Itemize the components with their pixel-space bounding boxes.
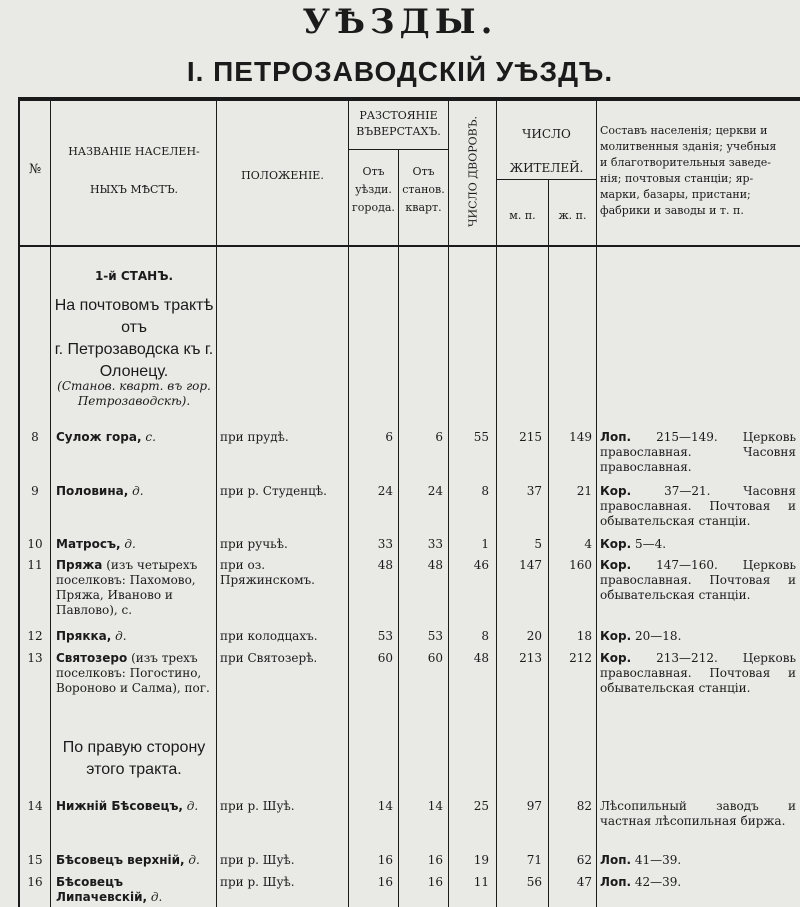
- row-name-kind: с.: [145, 430, 156, 444]
- row-notes-prefix: Кор.: [600, 537, 632, 551]
- header-notes-line: нія; почтовыя станціи; яр-: [600, 172, 754, 185]
- row-name: [56, 651, 214, 696]
- row-position: при ручьѣ.: [220, 537, 288, 551]
- page-title: УѢЗДЫ.: [302, 2, 498, 42]
- row-male: 215: [519, 430, 542, 444]
- row-households: 19: [473, 853, 489, 867]
- col-rule: [50, 97, 51, 907]
- header-notes-line: Составъ населенія; церкви и: [600, 124, 768, 137]
- row-notes-prefix: Лоп.: [600, 853, 632, 867]
- row-name-main: Матросъ,: [56, 537, 121, 551]
- route-heading-line: Олонецу.: [99, 363, 169, 380]
- header-distance-line1: РАЗСТОЯНІЕ: [359, 109, 438, 122]
- row-female: 62: [576, 853, 592, 867]
- row-notes-text: 147—160. Церковь православная. Почтовая и обывательская станціи.: [600, 558, 796, 602]
- row-female: 4: [584, 537, 592, 551]
- row-male: 147: [519, 558, 542, 572]
- row-notes-prefix: Кор.: [600, 651, 632, 665]
- row-male: 97: [526, 799, 542, 813]
- row-notes-text: 20—18.: [635, 629, 682, 643]
- route-heading-line: г. Петрозаводска къ г.: [54, 341, 214, 358]
- row-position: при р. Шуѣ.: [220, 799, 295, 813]
- row-name-main: Половина,: [56, 484, 129, 498]
- row-households: 1: [481, 537, 489, 551]
- row-name-kind: д.: [186, 799, 199, 813]
- header-from-stan-3: кварт.: [405, 201, 442, 214]
- row-female: 82: [576, 799, 592, 813]
- row-position: при прудѣ.: [220, 430, 289, 444]
- right-side-heading-line: По правую сторону: [62, 739, 206, 756]
- row-dist-stan: 14: [427, 799, 443, 813]
- row-male: 56: [526, 875, 542, 889]
- row-notes-prefix: Кор.: [600, 484, 632, 498]
- stan-note-line: Петрозаводскѣ).: [77, 394, 191, 408]
- row-position: при оз. Пряжинскомъ.: [220, 558, 315, 587]
- row-female: 212: [569, 651, 592, 665]
- row-notes: [600, 799, 796, 829]
- header-position: ПОЛОЖЕНІЕ.: [241, 169, 324, 182]
- row-position: при р. Шуѣ.: [220, 853, 295, 867]
- row-male: 20: [526, 629, 542, 643]
- row-notes: [600, 558, 796, 603]
- row-male: 37: [526, 484, 542, 498]
- row-female: 47: [576, 875, 592, 889]
- row-number: 10: [27, 537, 43, 551]
- row-name: [56, 558, 214, 618]
- right-side-heading-line: этого тракта.: [86, 761, 182, 778]
- row-notes-text: 37—21. Часовня православная. Почтовая и обывательская станціи.: [600, 484, 796, 528]
- col-rule: [18, 97, 20, 907]
- header-from-city-2: уѣзди.: [355, 183, 392, 196]
- row-number: 11: [27, 558, 43, 572]
- row-notes-text: 215—149. Церковь православная. Часовня православная.: [600, 430, 796, 474]
- row-name: [56, 537, 214, 552]
- header-from-city-1: Отъ: [362, 165, 385, 178]
- row-number: 13: [27, 651, 43, 665]
- row-households: 48: [473, 651, 489, 665]
- row-number: 8: [31, 430, 39, 444]
- header-notes-line: фабрики и заводы и т. п.: [600, 204, 744, 217]
- row-notes-text: 5—4.: [635, 537, 667, 551]
- route-heading-line: На почтовомъ трактѣ отъ: [54, 297, 214, 336]
- row-dist-city: 16: [377, 875, 393, 889]
- col-rule: [596, 97, 597, 907]
- row-name: [56, 799, 214, 814]
- row-households: 11: [473, 875, 489, 889]
- row-notes: [600, 853, 796, 868]
- header-inhabitants-1: ЧИСЛО: [522, 127, 571, 141]
- right-side-heading: [52, 737, 216, 781]
- row-dist-city: 14: [377, 799, 393, 813]
- header-from-stan-1: Отъ: [412, 165, 435, 178]
- row-number: 15: [27, 853, 43, 867]
- header-inhabitants-2: ЖИТЕЛЕЙ.: [509, 161, 584, 175]
- row-households: 8: [481, 484, 489, 498]
- row-male: 213: [519, 651, 542, 665]
- row-dist-city: 60: [377, 651, 393, 665]
- row-dist-city: 6: [385, 430, 393, 444]
- stan-note: [52, 379, 216, 409]
- col-rule: [398, 149, 399, 907]
- header-bottom-rule: [18, 245, 800, 247]
- row-notes-prefix: Кор.: [600, 629, 632, 643]
- row-name-main: Бѣсовецъ Липачевскій,: [56, 875, 148, 904]
- row-female: 160: [569, 558, 592, 572]
- row-number: 14: [27, 799, 43, 813]
- table-top-rule: [18, 97, 800, 101]
- row-name: [56, 853, 214, 868]
- header-from-stan-2: станов.: [402, 183, 445, 196]
- row-dist-city: 48: [377, 558, 393, 572]
- row-households: 25: [473, 799, 489, 813]
- inhabitants-subrule: [496, 179, 596, 180]
- row-dist-stan: 53: [427, 629, 443, 643]
- row-households: 55: [473, 430, 489, 444]
- row-name: [56, 875, 214, 905]
- row-name-kind: д.: [132, 484, 144, 498]
- route-heading: [52, 295, 216, 383]
- row-notes: [600, 875, 796, 890]
- row-households: 8: [481, 629, 489, 643]
- row-notes-text: 41—39.: [634, 853, 682, 867]
- row-dist-city: 24: [377, 484, 393, 498]
- header-notes: [600, 123, 798, 219]
- row-name-main: Святозеро: [56, 651, 128, 665]
- row-name-main: Пряжа: [56, 558, 103, 572]
- row-name-main: Прякка,: [56, 629, 112, 643]
- row-female: 21: [576, 484, 592, 498]
- row-dist-stan: 16: [427, 853, 443, 867]
- row-name-kind: д.: [150, 890, 163, 904]
- row-name-kind: д.: [124, 537, 136, 551]
- row-number: 12: [27, 629, 43, 643]
- row-notes-text: Лѣсопильный заводъ и частная лѣсопильная биржа.: [600, 799, 796, 828]
- row-dist-stan: 24: [427, 484, 443, 498]
- row-number: 16: [27, 875, 43, 889]
- row-name-kind: (изъ четырехъ поселковъ: Пахомово, Пряжа, Иваново и Павлово), с.: [56, 558, 198, 617]
- header-distance-line2: ВЪВЕРСТАХЪ.: [356, 125, 441, 138]
- header-female: ж. п.: [558, 209, 587, 222]
- row-name-main: Бѣсовецъ верхній,: [56, 853, 185, 867]
- header-name-line2: НЫХЪ МѢСТЪ.: [89, 183, 179, 196]
- header-male: м. п.: [509, 209, 536, 222]
- row-name-main: Сулож гора,: [56, 430, 142, 444]
- row-households: 46: [473, 558, 489, 572]
- stan-note-line: (Станов. кварт. въ гор.: [57, 379, 211, 393]
- row-female: 18: [576, 629, 592, 643]
- header-from-city-3: города.: [352, 201, 395, 214]
- row-notes: [600, 537, 796, 552]
- row-name: [56, 430, 214, 445]
- row-dist-city: 16: [377, 853, 393, 867]
- stan-heading: 1-й СТАНЪ.: [94, 269, 174, 283]
- row-dist-stan: 6: [435, 430, 443, 444]
- row-male: 71: [526, 853, 542, 867]
- row-notes-prefix: Лоп.: [600, 875, 632, 889]
- row-dist-stan: 60: [427, 651, 443, 665]
- row-position: при р. Шуѣ.: [220, 875, 295, 889]
- row-notes: [600, 651, 796, 696]
- row-dist-stan: 16: [427, 875, 443, 889]
- settlements-table: [18, 97, 800, 907]
- row-dist-stan: 48: [427, 558, 443, 572]
- header-notes-line: и благотворительныя заведе-: [600, 156, 772, 169]
- row-name-kind: (изъ трехъ поселковъ: Погостино, Вороново и Салма), пог.: [56, 651, 210, 695]
- col-rule: [216, 97, 217, 907]
- row-name: [56, 484, 214, 499]
- row-notes-text: 213—212. Церковь православная. Почтовая и обывательская станціи.: [600, 651, 796, 695]
- row-notes-prefix: Кор.: [600, 558, 632, 572]
- col-rule: [348, 97, 349, 907]
- row-number: 9: [31, 484, 39, 498]
- row-position: при р. Студенцѣ.: [220, 484, 327, 498]
- row-dist-city: 33: [377, 537, 393, 551]
- row-notes: [600, 430, 796, 475]
- row-male: 5: [534, 537, 542, 551]
- row-name-kind: д.: [115, 629, 127, 643]
- row-notes: [600, 629, 796, 644]
- header-number: №: [28, 162, 42, 177]
- row-position: при колодцахъ.: [220, 629, 318, 643]
- row-name-kind: д.: [188, 853, 200, 867]
- row-female: 149: [569, 430, 592, 444]
- row-dist-stan: 33: [427, 537, 443, 551]
- header-notes-line: марки, базары, пристани;: [600, 188, 751, 201]
- header-notes-line: молитвенныя зданія; учебныя: [600, 140, 777, 153]
- row-name: [56, 629, 214, 644]
- page-subtitle: I. ПЕТРОЗАВОДСКІЙ УѢЗДЪ.: [186, 56, 614, 87]
- header-name-line1: НАЗВАНІЕ НАСЕЛЕН-: [68, 145, 200, 158]
- row-notes-text: 42—39.: [634, 875, 682, 889]
- col-rule: [448, 97, 449, 907]
- row-notes: [600, 484, 796, 529]
- row-position: при Святозерѣ.: [220, 651, 318, 665]
- row-notes-prefix: Лоп.: [600, 430, 632, 444]
- row-name-main: Нижній Бѣсовецъ,: [56, 799, 183, 813]
- row-dist-city: 53: [377, 629, 393, 643]
- header-households: ЧИСЛО ДВОРОВЪ.: [466, 116, 480, 227]
